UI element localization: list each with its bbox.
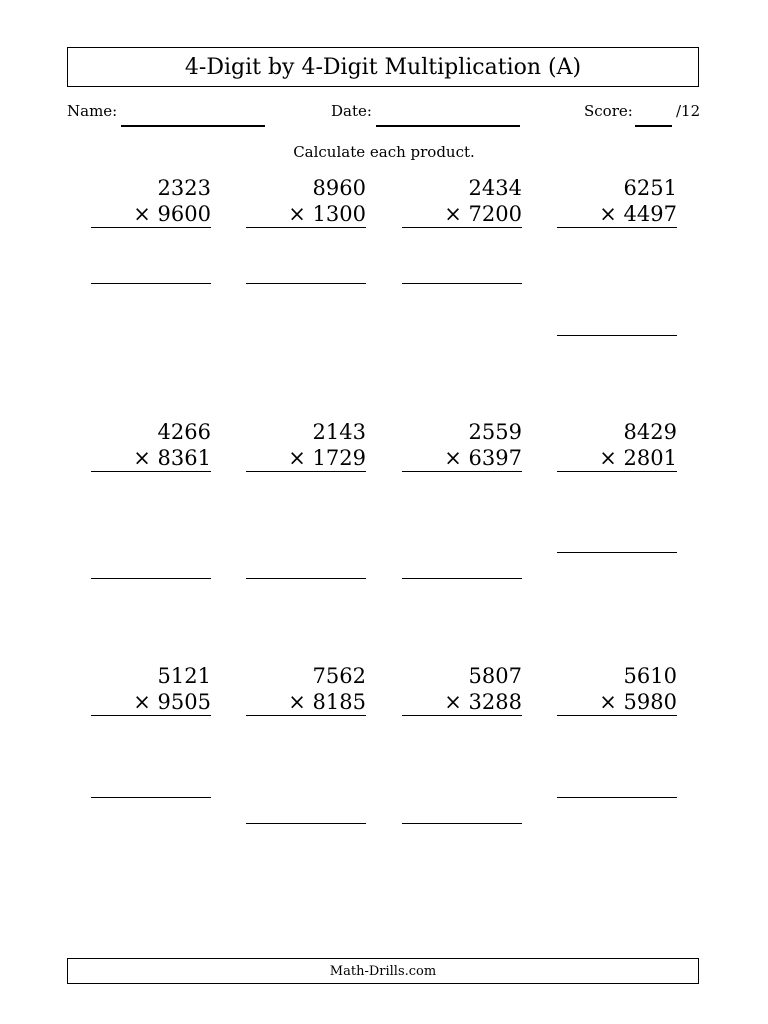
answer-line[interactable] [402, 823, 522, 824]
multiplier-row [91, 445, 211, 472]
multiplicand: 5121 [157, 664, 211, 688]
problem-2 [246, 175, 366, 228]
multiplicand: 5807 [468, 664, 522, 688]
answer-line[interactable] [91, 283, 211, 284]
multiplier-row [91, 201, 211, 228]
score-label: Score: [584, 102, 633, 120]
answer-line[interactable] [557, 797, 677, 798]
multiplicand: 6251 [623, 176, 677, 200]
times-sign: × [288, 690, 306, 714]
times-sign: × [444, 202, 462, 226]
answer-line[interactable] [402, 578, 522, 579]
multiplier: 7200 [468, 202, 522, 226]
worksheet-title: 4-Digit by 4-Digit Multiplication (A) [67, 47, 699, 87]
multiplier: 3288 [468, 690, 522, 714]
times-sign: × [444, 690, 462, 714]
multiplier: 2801 [623, 446, 677, 470]
multiplier: 4497 [623, 202, 677, 226]
multiplier: 8361 [157, 446, 211, 470]
problem-11 [402, 663, 522, 716]
answer-line[interactable] [246, 283, 366, 284]
multiplicand: 2559 [468, 420, 522, 444]
multiplier-row [246, 201, 366, 228]
multiplicand: 8429 [623, 420, 677, 444]
problem-4 [557, 175, 677, 228]
times-sign: × [288, 446, 306, 470]
score-total: /12 [676, 102, 701, 120]
multiplier: 8185 [312, 690, 366, 714]
multiplicand: 5610 [623, 664, 677, 688]
answer-line[interactable] [246, 578, 366, 579]
problem-3 [402, 175, 522, 228]
date-label: Date: [331, 102, 372, 120]
multiplicand: 2323 [157, 176, 211, 200]
times-sign: × [133, 446, 151, 470]
multiplicand: 7562 [312, 664, 366, 688]
answer-line[interactable] [557, 552, 677, 553]
multiplier-row [557, 689, 677, 716]
multiplier: 9505 [157, 690, 211, 714]
name-line[interactable] [121, 125, 265, 127]
times-sign: × [599, 202, 617, 226]
times-sign: × [444, 446, 462, 470]
multiplier: 6397 [468, 446, 522, 470]
times-sign: × [599, 690, 617, 714]
multiplicand: 4266 [157, 420, 211, 444]
multiplier: 9600 [157, 202, 211, 226]
answer-line[interactable] [402, 283, 522, 284]
answer-line[interactable] [246, 823, 366, 824]
instructions: Calculate each product. [293, 143, 475, 161]
times-sign: × [599, 446, 617, 470]
multiplier: 5980 [623, 690, 677, 714]
multiplier-row [557, 445, 677, 472]
footer: Math-Drills.com [67, 958, 699, 984]
problem-8 [557, 419, 677, 472]
problem-6 [246, 419, 366, 472]
problem-5 [91, 419, 211, 472]
multiplicand: 2143 [312, 420, 366, 444]
problem-7 [402, 419, 522, 472]
problem-10 [246, 663, 366, 716]
multiplier: 1300 [312, 202, 366, 226]
date-line[interactable] [376, 125, 520, 127]
answer-line[interactable] [91, 578, 211, 579]
problem-9 [91, 663, 211, 716]
score-line[interactable] [635, 125, 672, 127]
times-sign: × [133, 202, 151, 226]
multiplier-row [402, 201, 522, 228]
multiplier-row [402, 445, 522, 472]
multiplier-row [246, 445, 366, 472]
name-label: Name: [67, 102, 118, 120]
multiplier-row [246, 689, 366, 716]
problem-1 [91, 175, 211, 228]
multiplier-row [91, 689, 211, 716]
multiplier-row [557, 201, 677, 228]
multiplicand: 8960 [312, 176, 366, 200]
multiplier-row [402, 689, 522, 716]
times-sign: × [288, 202, 306, 226]
multiplier: 1729 [312, 446, 366, 470]
answer-line[interactable] [91, 797, 211, 798]
times-sign: × [133, 690, 151, 714]
answer-line[interactable] [557, 335, 677, 336]
problem-12 [557, 663, 677, 716]
multiplicand: 2434 [468, 176, 522, 200]
